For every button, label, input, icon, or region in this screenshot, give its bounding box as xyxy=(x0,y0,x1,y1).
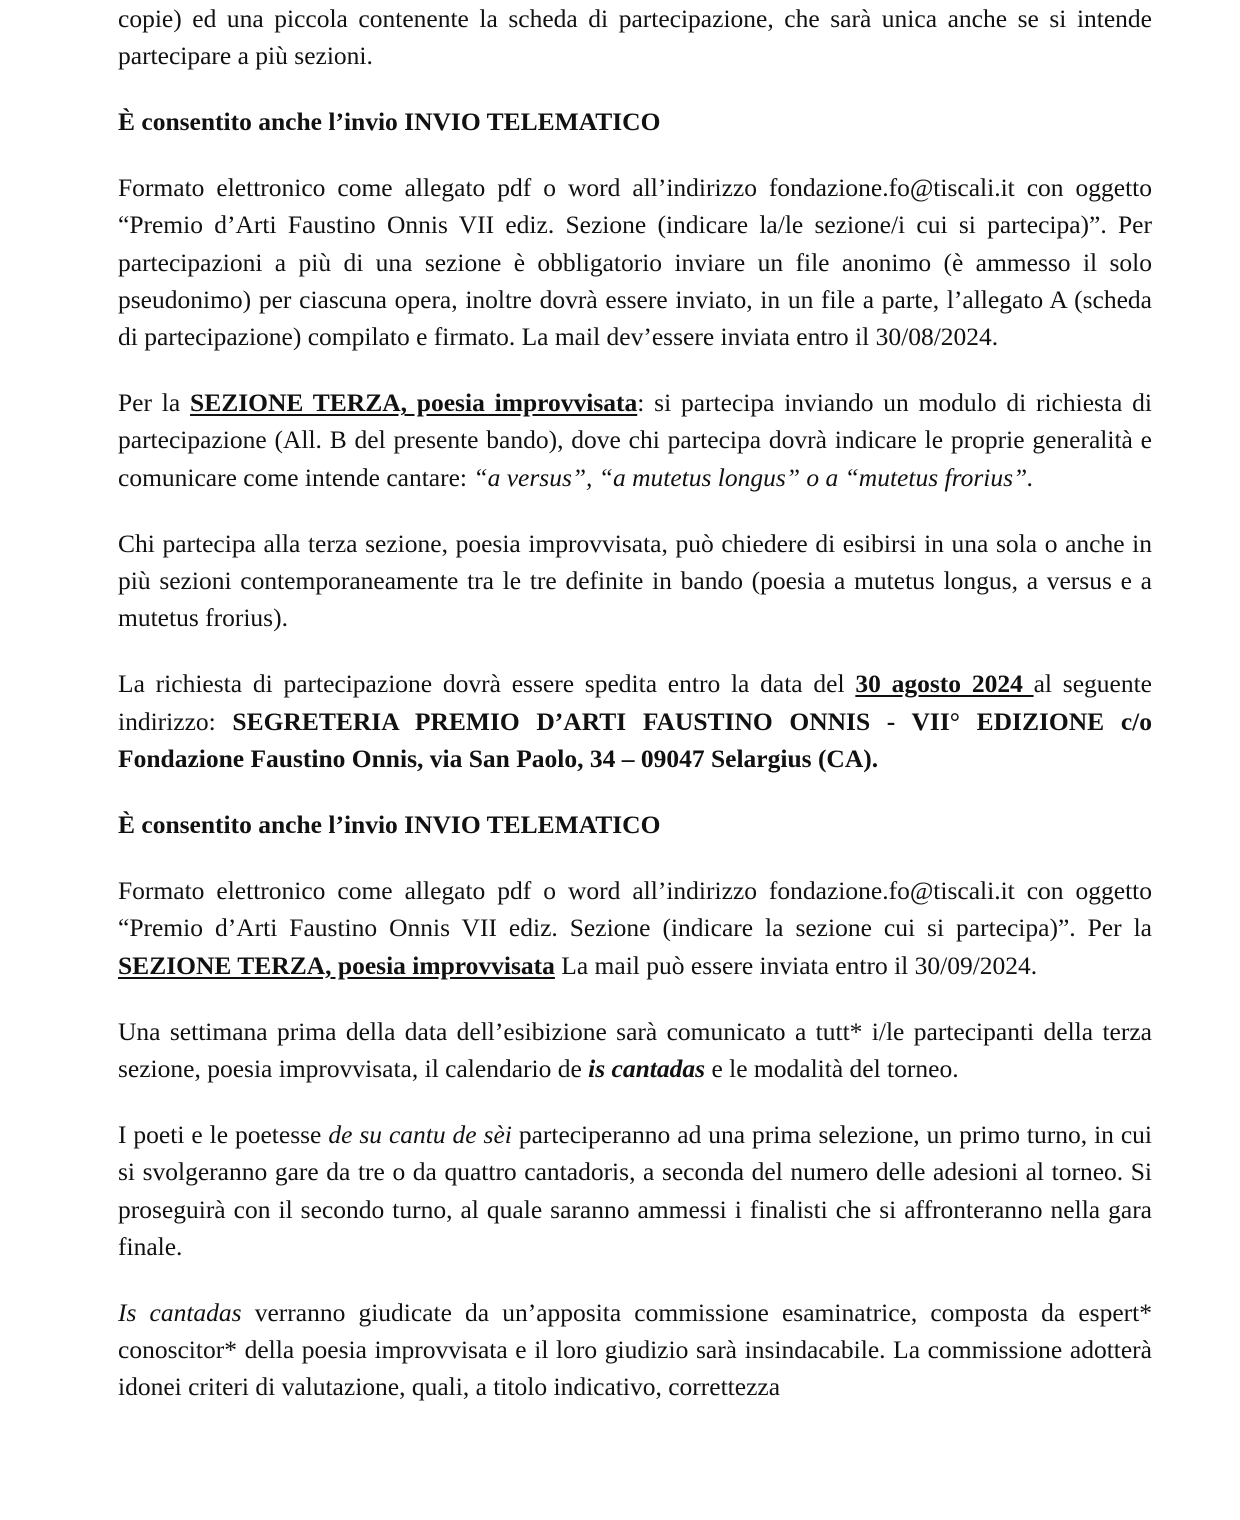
paragraph-electronic-format-1: Formato elettronico come allegato pdf o word all’indirizzo fondazione.fo@tiscali.it con oggetto “Premio d’Arti Faustino Onnis VII ediz. Sezione (indicare la/le sezione/i cui si partecipa)”. Per partecipazioni a più di una sezione è obbligatorio inviare un file anonimo (è ammesso il solo pseudonimo) per ciascuna opera, inoltre dovrà essere inviato, in un file a parte, l’allegato A (scheda di partecipazione) compilato e firmato. La mail dev’essere inviata entro il 30/08/2024. xyxy=(118,173,1152,351)
paragraph-multiple-sections: Chi partecipa alla terza sezione, poesia improvvisata, può chiedere di esibirsi in una sola o anche in più sezioni contemporaneamente tra le tre definite in bando (poesia a mutetus longus, a versus e a mutetus frorius). xyxy=(118,528,1152,633)
text-segment: e le modalità del torneo. xyxy=(705,1053,959,1083)
document-page xyxy=(118,0,1152,1435)
text-segment: Una settimana prima della data dell’esibizione sarà comunicato a tutt* i/le partecipanti della terza sezione, poesia improvvisata, il calendario de xyxy=(118,1016,1152,1083)
text-segment: La mail può essere inviata entro il 30/09/2024. xyxy=(554,950,1038,980)
text-segment: : si partecipa inviando un modulo di richiesta di partecipazione (All. B del presente bando), dove chi partecipa dovrà indicare le proprie generalità e comunicare come intende cantare: xyxy=(118,388,1152,492)
text-segment: La richiesta di partecipazione dovrà essere spedita entro la data del xyxy=(118,669,856,699)
text-segment: al seguente indirizzo: xyxy=(118,669,1153,736)
paragraph-commission xyxy=(118,1294,1152,1406)
section-three-title: SEZIONE TERZA, poesia improvvisata xyxy=(118,950,555,980)
paragraph-section-three xyxy=(118,384,1152,496)
paragraph-calendar xyxy=(118,1013,1152,1087)
paragraph-selection-rounds xyxy=(118,1116,1152,1265)
singing-modes: “a versus”, “a mutetus longus” o a “mutetus frorius”. xyxy=(473,462,1034,492)
term-cantu-de-sei: de su cantu de sèi xyxy=(328,1120,512,1150)
text-segment: Per la xyxy=(118,388,191,418)
paragraph-envelope: copie) ed una piccola contenente la scheda di partecipazione, che sarà unica anche se si intende partecipare a più sezioni. xyxy=(118,3,1152,70)
text-segment: I poeti e le poetesse xyxy=(118,1120,329,1150)
text-segment: verranno giudicate da un’apposita commissione esaminatrice, composta da espert* conoscitor* della poesia improvvisata e il loro giudizio sarà insindacabile. La commissione adotterà idonei criteri di valutazione, quali, a titolo indicativo, correttezza xyxy=(118,1297,1152,1402)
heading-telematic-2: È consentito anche l’invio INVIO TELEMATICO xyxy=(118,809,661,839)
text-segment: Formato elettronico come allegato pdf o word all’indirizzo fondazione.fo@tiscali.it con oggetto “Premio d’Arti Faustino Onnis VII ediz. Sezione (indicare la sezione cui si partecipa)”. Per la xyxy=(118,876,1152,943)
paragraph-deadline-address xyxy=(118,665,1152,777)
term-is-cantadas: Is cantadas xyxy=(118,1297,242,1327)
term-is-cantadas: is cantadas xyxy=(588,1053,706,1083)
postal-address: SEGRETERIA PREMIO D’ARTI FAUSTINO ONNIS - VII° EDIZIONE c/o Fondazione Faustino Onnis, via San Paolo, 34 – 09047 Selargius (CA). xyxy=(118,706,1152,773)
text-segment: parteciperanno ad una prima selezione, un primo turno, in cui si svolgeranno gare da tre o da quattro cantadoris, a seconda del numero delle adesioni al torneo. Si proseguirà con il secondo turno, al quale saranno ammessi i finalisti che si affronteranno nella gara finale. xyxy=(118,1120,1152,1261)
paragraph-electronic-format-2 xyxy=(118,872,1152,984)
deadline-date: 30 agosto 2024 xyxy=(855,669,1034,699)
section-three-title: SEZIONE TERZA, poesia improvvisata xyxy=(190,388,638,418)
heading-telematic-1: È consentito anche l’invio INVIO TELEMATICO xyxy=(118,106,661,136)
